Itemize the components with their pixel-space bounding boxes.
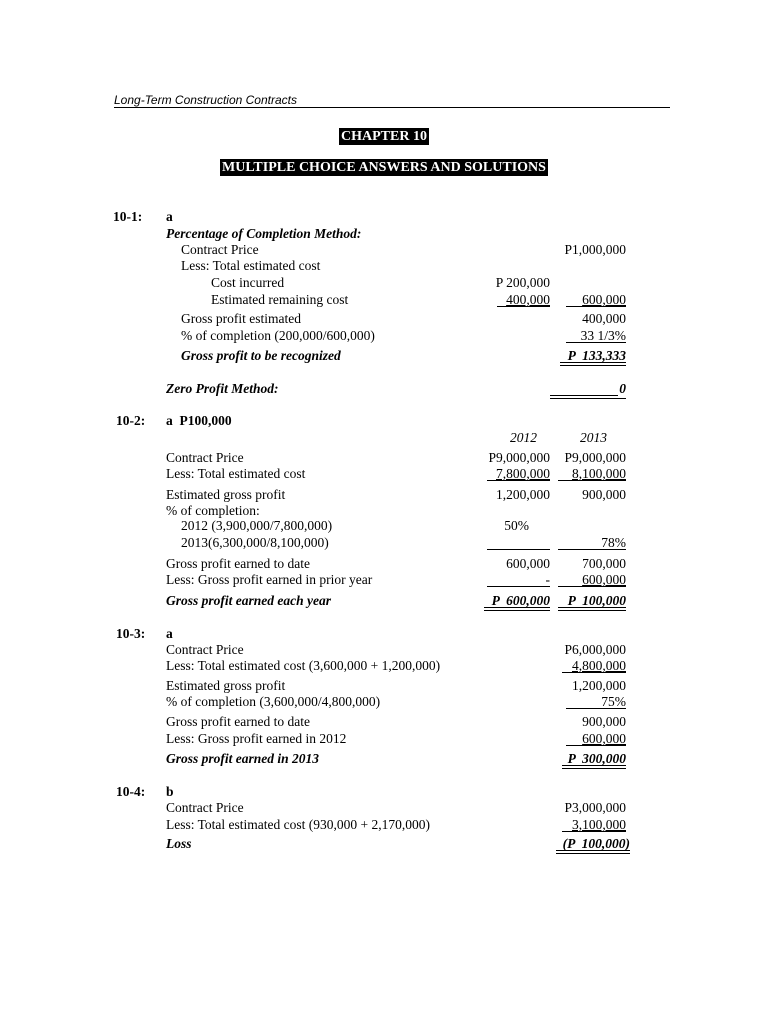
q3-tc-value: 4,800,000 xyxy=(572,658,626,673)
q2-year-2: 2013 xyxy=(580,430,607,445)
q1-zero-title: Zero Profit Method: xyxy=(166,381,279,396)
q3-est-gp-label: Estimated gross profit xyxy=(166,678,286,693)
q2-rule-4 xyxy=(558,549,626,550)
q2-gtd-2013: 700,000 xyxy=(582,556,626,571)
q2-rule-2 xyxy=(558,480,626,481)
q2-tc-2012: 7,800,000 xyxy=(496,466,550,481)
q1-pct-value: 33 1/3% xyxy=(580,328,626,343)
q2-pct-2013-value: 78% xyxy=(601,535,626,550)
q2-gp-to-date-label: Gross profit earned to date xyxy=(166,556,310,571)
q2-gpp-2013: 600,000 xyxy=(582,572,626,587)
q2-pct-2012-label: 2012 (3,900,000/7,800,000) xyxy=(181,518,333,533)
q2-est-gp-label: Estimated gross profit xyxy=(166,487,286,502)
q1-less-total-label: Less: Total estimated cost xyxy=(181,258,321,273)
q2-gpe-2013: P 100,000 xyxy=(567,593,626,608)
q1-rule-4 xyxy=(560,362,626,363)
q2-contract-price-label: Contract Price xyxy=(166,450,244,465)
q2-year-1: 2012 xyxy=(510,430,537,445)
q3-gp-2013-value: P 300,000 xyxy=(567,751,626,766)
q4-rule-2 xyxy=(556,850,630,851)
q1-pct-label: % of completion (200,000/600,000) xyxy=(181,328,375,343)
q2-rule-6 xyxy=(558,586,626,587)
q3-gp-2012-label: Less: Gross profit earned in 2012 xyxy=(166,731,347,746)
q2-rule-10 xyxy=(558,610,626,611)
page-header xyxy=(114,93,670,108)
q1-gp-est-label: Gross profit estimated xyxy=(181,311,301,326)
q4-less-total-label: Less: Total estimated cost (930,000 + 2,170,000) xyxy=(166,817,431,832)
q1-contract-price-value: P1,000,000 xyxy=(564,242,626,257)
q2-rule-7 xyxy=(484,607,550,608)
q3-rule-2 xyxy=(566,708,626,709)
subtitle-banner xyxy=(0,158,768,176)
q1-zero-rule-2 xyxy=(550,398,626,399)
q1-rule-2 xyxy=(566,306,626,307)
q4-rule-1 xyxy=(562,831,626,832)
q3-number: 10-3: xyxy=(116,626,146,641)
q4-answer: b xyxy=(166,784,174,799)
q1-cost-incurred-label: Cost incurred xyxy=(211,275,285,290)
q1-contract-price-label: Contract Price xyxy=(181,242,259,257)
q2-gp-prior-label: Less: Gross profit earned in prior year xyxy=(166,572,373,587)
q3-rule-4 xyxy=(562,765,626,766)
q3-gp-2013-label: Gross profit earned in 2013 xyxy=(166,751,320,766)
q2-gpp-2012: - xyxy=(545,572,550,587)
q1-gp-recognized-label: Gross profit to be recognized xyxy=(181,348,341,363)
q1-method-title: Percentage of Completion Method: xyxy=(166,226,362,241)
q3-pct-value: 75% xyxy=(601,694,626,709)
q1-est-remaining-value: 400,000 xyxy=(506,292,550,307)
q1-total-value: 600,000 xyxy=(582,292,626,307)
q1-est-remaining-label: Estimated remaining cost xyxy=(211,292,349,307)
q4-tc-value: 3,100,000 xyxy=(572,817,626,832)
q2-cp-2013: P9,000,000 xyxy=(564,450,626,465)
q3-answer: a xyxy=(166,626,173,641)
q4-loss-label: Loss xyxy=(166,836,192,851)
q2-egp-2013: 900,000 xyxy=(582,487,626,502)
q1-zero-rule xyxy=(550,395,618,396)
q4-number: 10-4: xyxy=(116,784,146,799)
q4-contract-price-label: Contract Price xyxy=(166,800,244,815)
q2-cp-2012: P9,000,000 xyxy=(488,450,550,465)
q3-rule-1 xyxy=(562,672,626,673)
q3-gp-to-date-label: Gross profit earned to date xyxy=(166,714,310,729)
q1-number: 10-1: xyxy=(113,209,143,224)
q2-gtd-2012: 600,000 xyxy=(506,556,550,571)
q2-rule-8 xyxy=(484,610,550,611)
chapter-banner xyxy=(0,127,768,145)
q2-pct-2012-value: 50% xyxy=(504,518,529,533)
q3-gp-2012-value: 600,000 xyxy=(582,731,626,746)
q2-rule-3 xyxy=(487,549,550,550)
q1-rule-5 xyxy=(560,365,626,366)
q1-rule-1 xyxy=(497,306,550,307)
q2-gp-each-label: Gross profit earned each year xyxy=(166,593,331,608)
q3-cp-value: P6,000,000 xyxy=(564,642,626,657)
q3-egp-value: 1,200,000 xyxy=(572,678,626,693)
q2-answer-text: a P100,000 xyxy=(166,413,232,428)
q1-cost-incurred-value: P 200,000 xyxy=(495,275,550,290)
header-title: Long-Term Construction Contracts xyxy=(114,93,297,107)
q4-cp-value: P3,000,000 xyxy=(564,800,626,815)
q2-egp-2012: 1,200,000 xyxy=(496,487,550,502)
q4-rule-3 xyxy=(556,853,630,854)
q2-less-total-label: Less: Total estimated cost xyxy=(166,466,306,481)
q3-rule-5 xyxy=(562,768,626,769)
q2-pct-2013-label: 2013(6,300,000/8,100,000) xyxy=(181,535,329,550)
q1-answer: a xyxy=(166,209,173,224)
q2-rule-1 xyxy=(487,480,550,481)
q1-gp-recognized-value: P 133,333 xyxy=(567,348,626,363)
q2-gpe-2012: P 600,000 xyxy=(491,593,550,608)
q3-contract-price-label: Contract Price xyxy=(166,642,244,657)
q2-rule-9 xyxy=(558,607,626,608)
q2-answer xyxy=(166,413,232,429)
q2-tc-2013: 8,100,000 xyxy=(572,466,626,481)
q4-loss-value: (P 100,000) xyxy=(562,836,630,851)
subtitle: MULTIPLE CHOICE ANSWERS AND SOLUTIONS xyxy=(222,160,546,175)
q3-less-total-label: Less: Total estimated cost (3,600,000 + 1,200,000) xyxy=(166,658,441,673)
chapter-title: CHAPTER 10 xyxy=(341,129,427,144)
q1-rule-3 xyxy=(566,342,626,343)
q2-rule-5 xyxy=(487,586,550,587)
q3-rule-3 xyxy=(566,745,626,746)
q3-pct-label: % of completion (3,600,000/4,800,000) xyxy=(166,694,381,709)
q2-number: 10-2: xyxy=(116,413,146,428)
q2-pct-label: % of completion: xyxy=(166,503,260,518)
q3-gtd-value: 900,000 xyxy=(582,714,626,729)
q1-gp-est-value: 400,000 xyxy=(582,311,626,326)
q1-zero-value: 0 xyxy=(619,381,626,396)
